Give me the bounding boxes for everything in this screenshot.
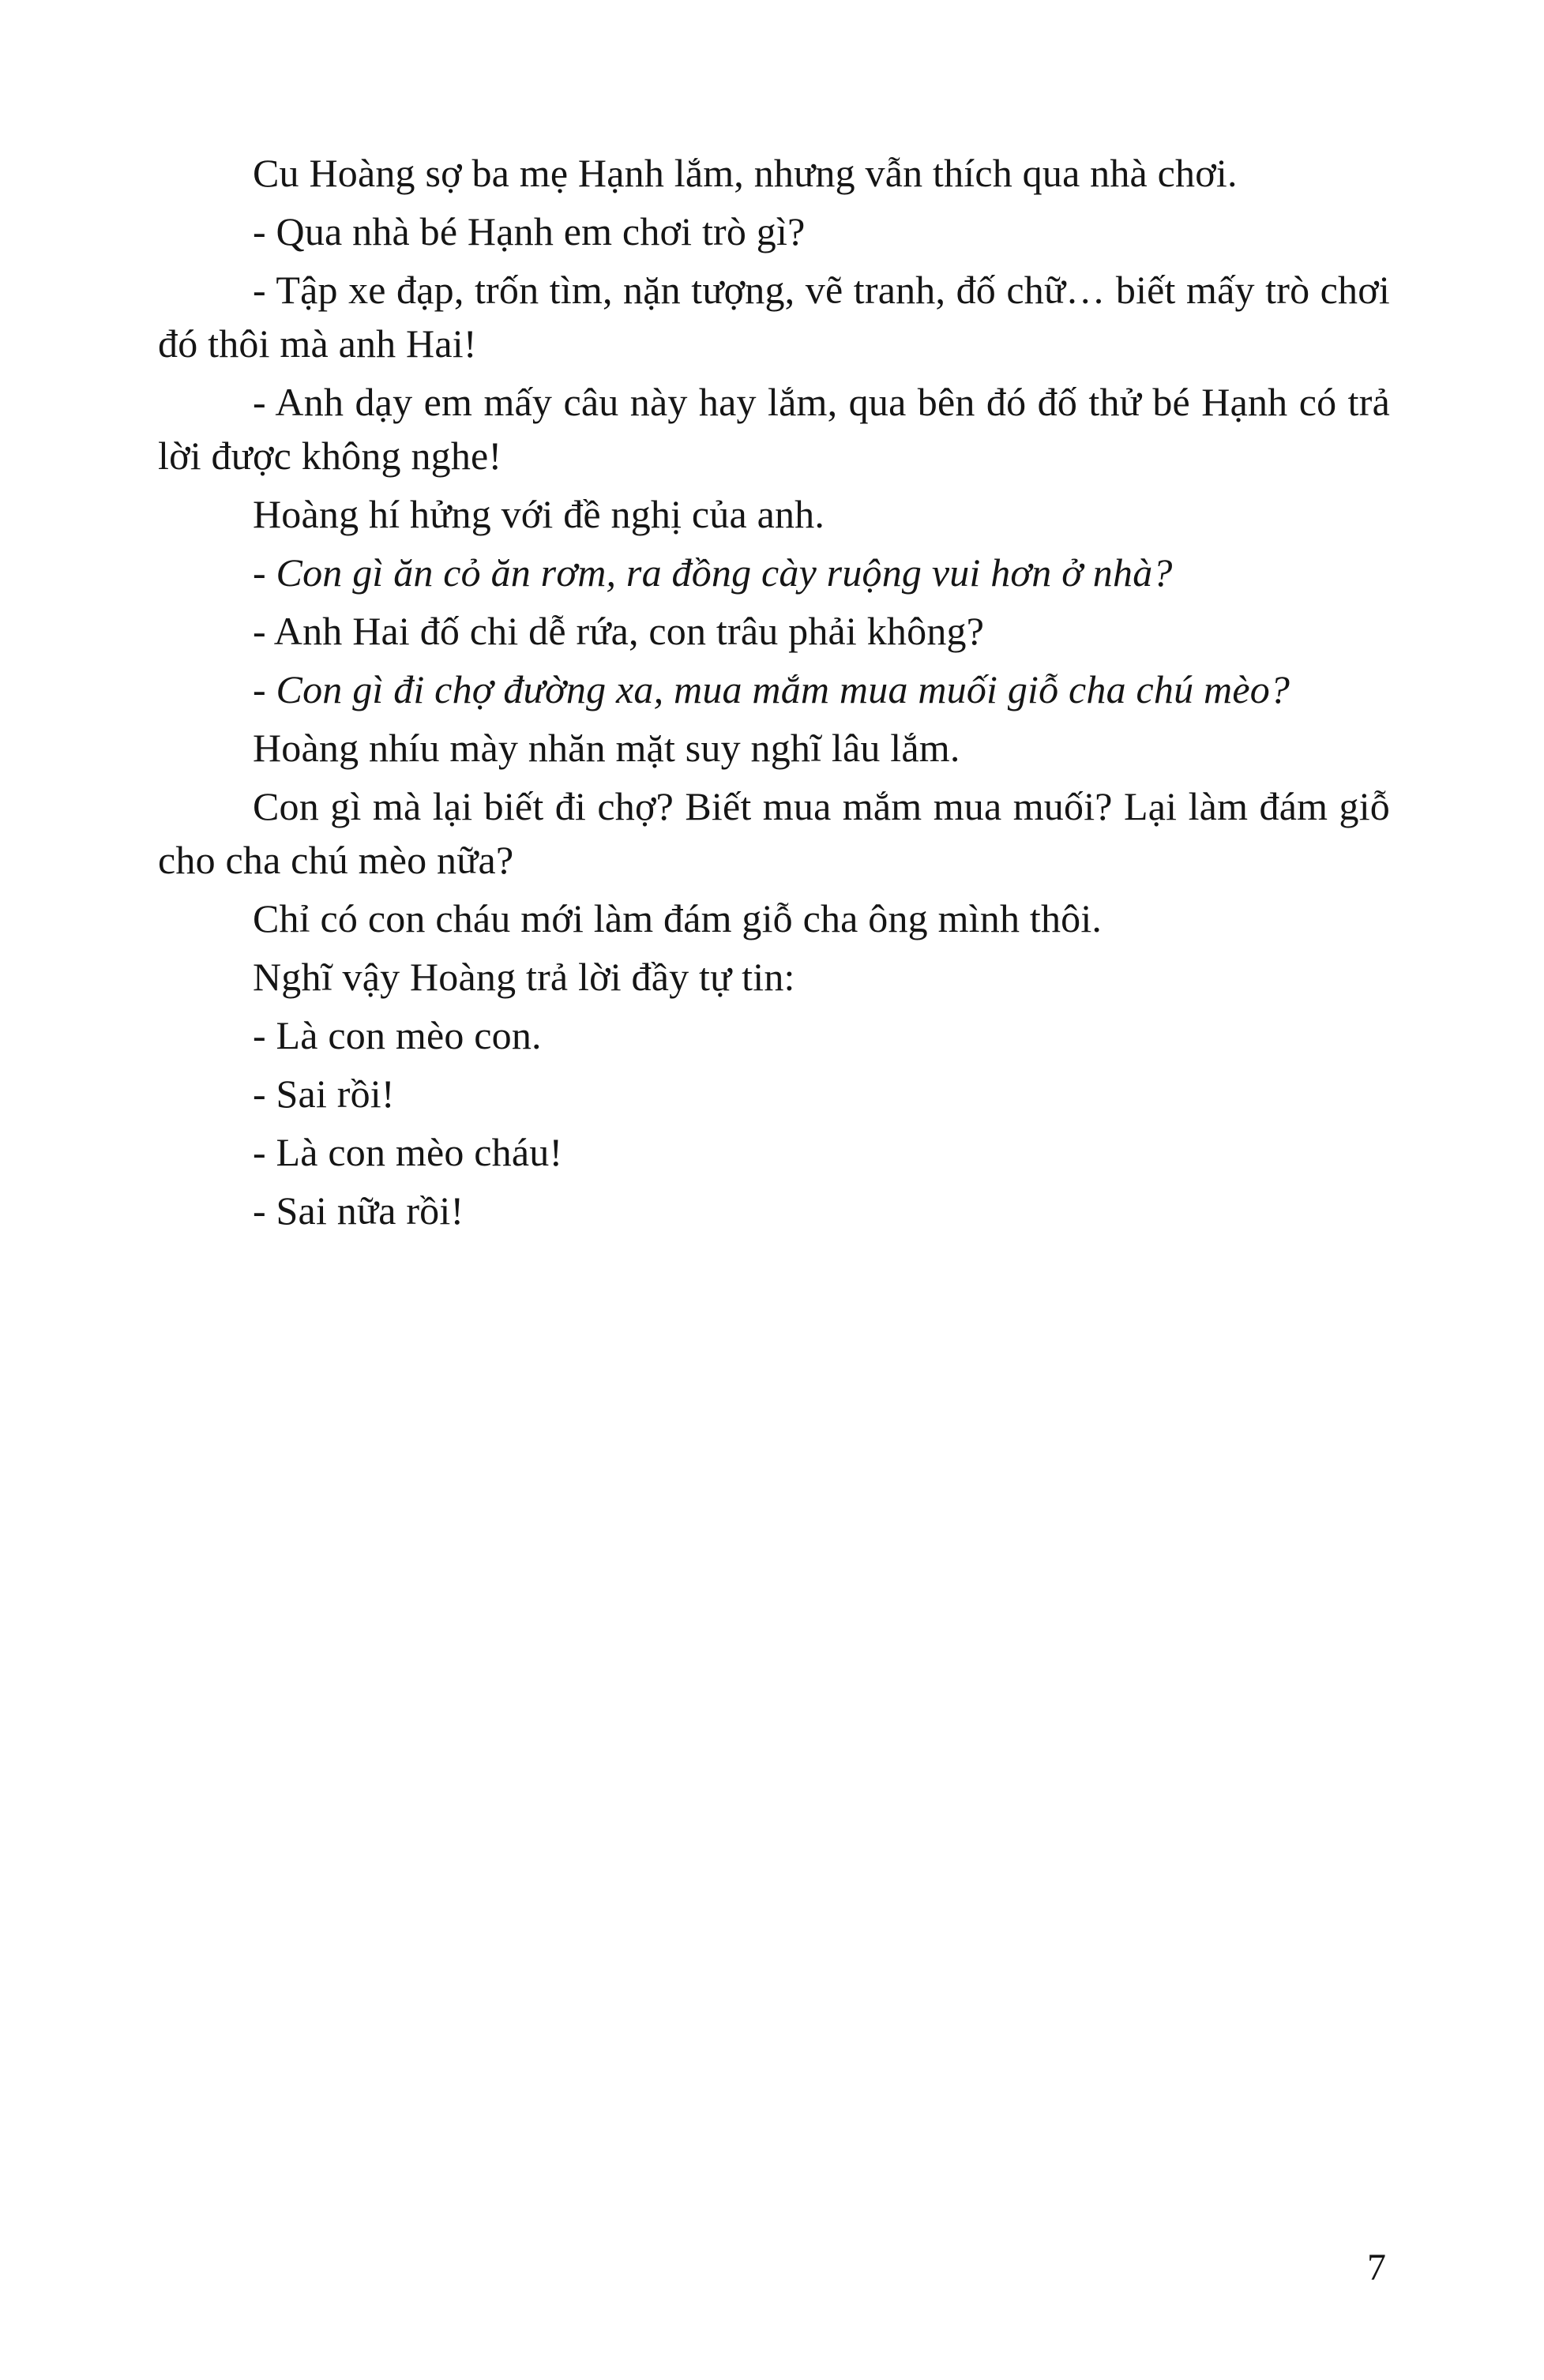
paragraph: - Là con mèo cháu! <box>253 1130 563 1174</box>
paragraph-riddle: - Con gì ăn cỏ ăn rơm, ra đồng cày ruộng vui hơn ở nhà? <box>253 550 1173 595</box>
paragraph: Chỉ có con cháu mới làm đám giỗ cha ông mình thôi. <box>253 896 1103 940</box>
page-body-text <box>158 146 1390 1242</box>
paragraph: - Sai nữa rồi! <box>253 1188 464 1233</box>
paragraph: Hoàng hí hửng với đề nghị của anh. <box>253 492 825 536</box>
paragraph: Hoàng nhíu mày nhăn mặt suy nghĩ lâu lắm. <box>253 726 960 770</box>
page-number: 7 <box>1367 2247 1386 2288</box>
paragraph: - Anh dạy em mấy câu này hay lắm, qua bên đó đố thử bé Hạnh có trả lời được không nghe! <box>158 380 1390 478</box>
paragraph: - Sai rồi! <box>253 1072 395 1116</box>
paragraph: - Qua nhà bé Hạnh em chơi trò gì? <box>253 209 806 253</box>
paragraph: - Là con mèo con. <box>253 1013 542 1057</box>
paragraph: Nghĩ vậy Hoàng trả lời đầy tự tin: <box>253 955 795 999</box>
paragraph-riddle: - Con gì đi chợ đường xa, mua mắm mua muối giỗ cha chú mèo? <box>253 667 1290 711</box>
paragraph: - Anh Hai đố chi dễ rứa, con trâu phải không? <box>253 609 985 653</box>
paragraph: - Tập xe đạp, trốn tìm, nặn tượng, vẽ tranh, đố chữ… biết mấy trò chơi đó thôi mà anh Hai! <box>158 268 1390 366</box>
paragraph: Con gì mà lại biết đi chợ? Biết mua mắm mua muối? Lại làm đám giỗ cho cha chú mèo nữa? <box>158 784 1390 882</box>
paragraph: Cu Hoàng sợ ba mẹ Hạnh lắm, nhưng vẫn thích qua nhà chơi. <box>253 151 1238 195</box>
